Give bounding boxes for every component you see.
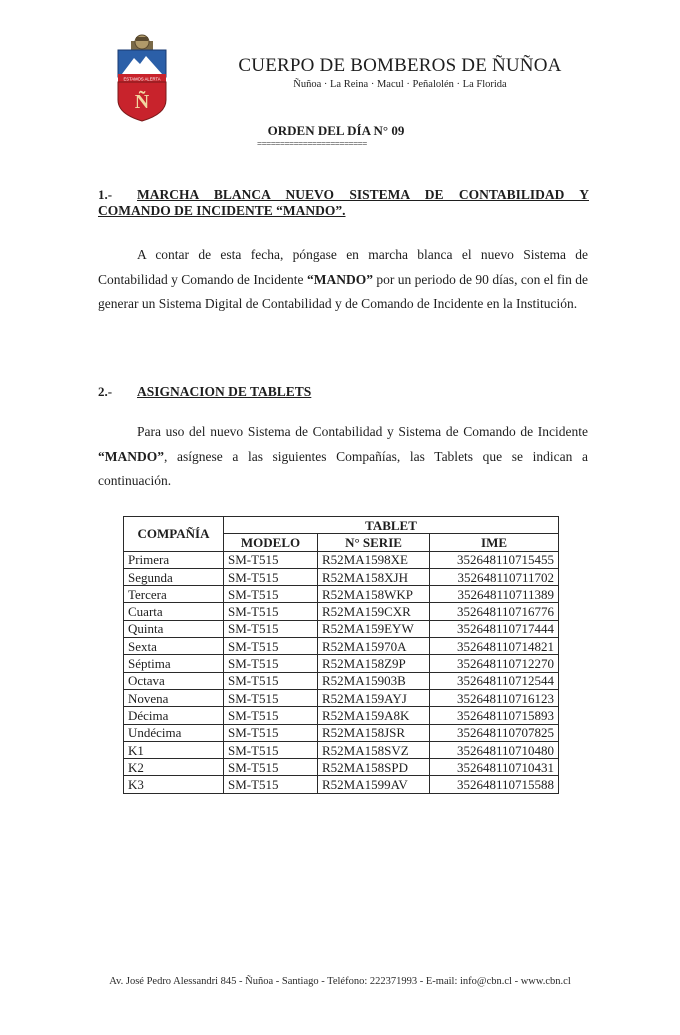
table-row bbox=[124, 551, 559, 568]
cell-model: SM-T515 bbox=[224, 655, 318, 672]
cell-serial: R52MA159EYW bbox=[318, 620, 430, 637]
cell-model: SM-T515 bbox=[224, 620, 318, 637]
cell-serial: R52MA159A8K bbox=[318, 707, 430, 724]
header-model: MODELO bbox=[224, 534, 318, 551]
cell-serial: R52MA15903B bbox=[318, 672, 430, 689]
cell-ime: 352648110716123 bbox=[430, 689, 559, 706]
table-row bbox=[124, 568, 559, 585]
organization-name: CUERPO DE BOMBEROS DE ÑUÑOA bbox=[238, 55, 562, 76]
cell-serial: R52MA158WKP bbox=[318, 586, 430, 603]
cell-model: SM-T515 bbox=[224, 776, 318, 793]
header-tablet-group: TABLET bbox=[224, 517, 559, 534]
cell-ime: 352648110710480 bbox=[430, 741, 559, 758]
cell-model: SM-T515 bbox=[224, 759, 318, 776]
crown-icon bbox=[131, 35, 153, 51]
section-1-body-pre: A contar de esta fecha, póngase en marcha blanca el nuevo Sistema de Contabilidad y Comando de Incidente bbox=[98, 247, 588, 287]
table-row bbox=[124, 586, 559, 603]
fire-department-shield-logo bbox=[116, 34, 168, 122]
cell-serial: R52MA15970A bbox=[318, 638, 430, 655]
cell-model: SM-T515 bbox=[224, 724, 318, 741]
section-1-body-bold: “MANDO” bbox=[306, 271, 373, 287]
cell-company: Primera bbox=[124, 551, 224, 568]
cell-serial: R52MA1598XE bbox=[318, 551, 430, 568]
cell-company: Tercera bbox=[124, 586, 224, 603]
header-ime: IME bbox=[430, 534, 559, 551]
table-row bbox=[124, 655, 559, 672]
cell-model: SM-T515 bbox=[224, 638, 318, 655]
cell-serial: R52MA1599AV bbox=[318, 776, 430, 793]
cell-company: Décima bbox=[124, 707, 224, 724]
cell-model: SM-T515 bbox=[224, 707, 318, 724]
tablet-assignment-table bbox=[123, 516, 559, 794]
cell-model: SM-T515 bbox=[224, 551, 318, 568]
cell-model: SM-T515 bbox=[224, 672, 318, 689]
cell-ime: 352648110711702 bbox=[430, 568, 559, 585]
logo-letter: Ñ bbox=[134, 91, 150, 113]
cell-company: Undécima bbox=[124, 724, 224, 741]
cell-model: SM-T515 bbox=[224, 689, 318, 706]
cell-company: K2 bbox=[124, 759, 224, 776]
cell-company: Séptima bbox=[124, 655, 224, 672]
cell-model: SM-T515 bbox=[224, 603, 318, 620]
cell-company: Segunda bbox=[124, 568, 224, 585]
section-2-paragraph bbox=[98, 420, 588, 494]
order-title-rule: ======================== bbox=[257, 141, 367, 147]
organization-communes: Ñuñoa · La Reina · Macul · Peñalolén · La Florida bbox=[293, 79, 507, 90]
cell-company: Quinta bbox=[124, 620, 224, 637]
cell-ime: 352648110716776 bbox=[430, 603, 559, 620]
cell-ime: 352648110717444 bbox=[430, 620, 559, 637]
cell-ime: 352648110714821 bbox=[430, 638, 559, 655]
section-2-number: 2.- bbox=[98, 384, 113, 399]
cell-ime: 352648110712544 bbox=[430, 672, 559, 689]
cell-model: SM-T515 bbox=[224, 586, 318, 603]
cell-model: SM-T515 bbox=[224, 741, 318, 758]
table-row bbox=[124, 603, 559, 620]
section-1-paragraph bbox=[98, 243, 588, 317]
section-2-body-post: , asígnese a las siguientes Compañías, las Tablets que se indican a continuación. bbox=[98, 448, 588, 488]
table-row bbox=[124, 638, 559, 655]
table-row bbox=[124, 672, 559, 689]
cell-serial: R52MA158XJH bbox=[318, 568, 430, 585]
cell-ime: 352648110711389 bbox=[430, 586, 559, 603]
order-title: ORDEN DEL DÍA N° 09 bbox=[267, 123, 405, 138]
cell-serial: R52MA158Z9P bbox=[318, 655, 430, 672]
cell-serial: R52MA158JSR bbox=[318, 724, 430, 741]
section-1-number: 1.- bbox=[98, 187, 113, 202]
table-row bbox=[124, 759, 559, 776]
cell-company: Novena bbox=[124, 689, 224, 706]
cell-ime: 352648110715588 bbox=[430, 776, 559, 793]
table-row bbox=[124, 689, 559, 706]
section-2-title: ASIGNACION DE TABLETS bbox=[137, 384, 312, 399]
header-serial: N° SERIE bbox=[318, 534, 430, 551]
logo-motto: ESTAMOS ALERTA bbox=[123, 76, 161, 82]
table-row bbox=[124, 707, 559, 724]
cell-ime: 352648110712270 bbox=[430, 655, 559, 672]
cell-company: Cuarta bbox=[124, 603, 224, 620]
cell-company: K3 bbox=[124, 776, 224, 793]
cell-serial: R52MA158SPD bbox=[318, 759, 430, 776]
section-1-body-post: por un periodo de 90 días, con el fin de generar un Sistema Digital de Contabilidad y de Comando de Incidente en la Institución. bbox=[98, 271, 589, 311]
cell-serial: R52MA158SVZ bbox=[318, 741, 430, 758]
cell-ime: 352648110715893 bbox=[430, 707, 559, 724]
cell-ime: 352648110710431 bbox=[430, 759, 559, 776]
table-row bbox=[124, 620, 559, 637]
cell-company: Sexta bbox=[124, 638, 224, 655]
page-footer: Av. José Pedro Alessandri 845 - Ñuñoa - Santiago - Teléfono: 222371993 - E-mail: info@cbn.cl - www.cbn.cl bbox=[109, 976, 571, 987]
section-1-title-line2: COMANDO DE INCIDENTE “MANDO”. bbox=[98, 203, 346, 218]
cell-model: SM-T515 bbox=[224, 568, 318, 585]
table-row bbox=[124, 741, 559, 758]
section-2-body-pre: Para uso del nuevo Sistema de Contabilidad y Sistema de Comando de Incidente bbox=[137, 424, 588, 439]
cell-company: K1 bbox=[124, 741, 224, 758]
cell-company: Octava bbox=[124, 672, 224, 689]
header-company: COMPAÑÍA bbox=[124, 517, 224, 552]
cell-ime: 352648110707825 bbox=[430, 724, 559, 741]
section-1-title-line1: MARCHA BLANCA NUEVO SISTEMA DE CONTABILIDAD Y bbox=[137, 187, 589, 202]
cell-ime: 352648110715455 bbox=[430, 551, 559, 568]
section-2-body-bold: “MANDO” bbox=[98, 448, 164, 464]
table-row bbox=[124, 724, 559, 741]
cell-serial: R52MA159CXR bbox=[318, 603, 430, 620]
table-row bbox=[124, 776, 559, 793]
cell-serial: R52MA159AYJ bbox=[318, 689, 430, 706]
